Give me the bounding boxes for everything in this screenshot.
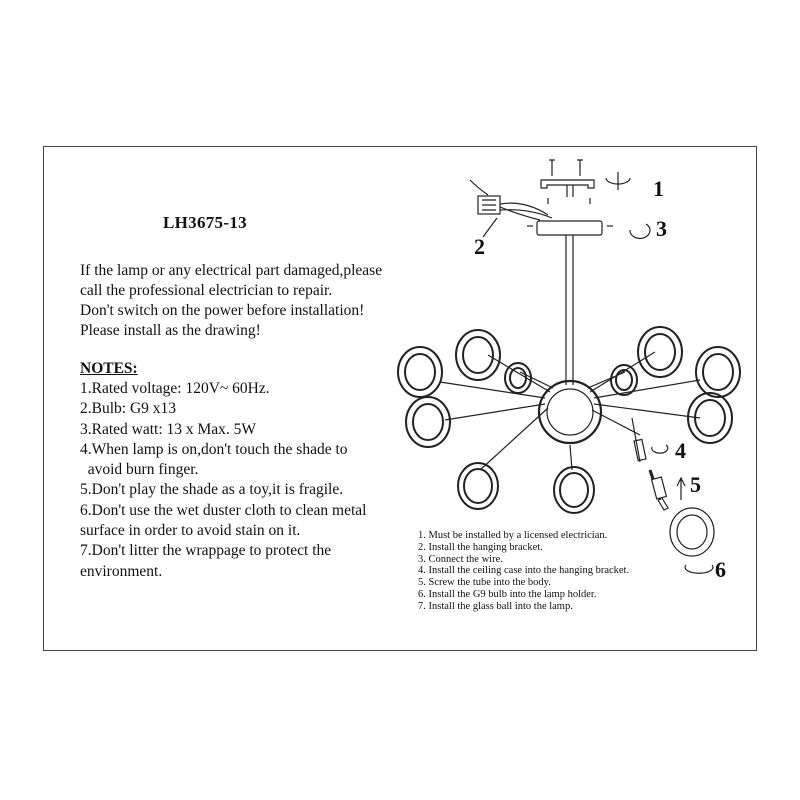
step-item: 5. Screw the tube into the body. xyxy=(418,577,551,589)
down-rod-icon xyxy=(566,235,573,385)
step-item: 4. Install the ceiling case into the hanging bracket. xyxy=(418,565,630,577)
model-number: LH3675-13 xyxy=(163,213,247,232)
note-item: 1.Rated voltage: 120V~ 60Hz. xyxy=(80,380,270,397)
step-item: 2. Install the hanging bracket. xyxy=(418,541,543,553)
note-item: avoid burn finger. xyxy=(80,461,199,479)
step-item: 3. Connect the wire. xyxy=(418,553,503,565)
hanging-bracket-icon xyxy=(541,160,594,204)
note-item: 7.Don't litter the wrappage to protect the xyxy=(80,542,332,560)
step-item: 6. Install the G9 bulb into the lamp holder. xyxy=(418,588,597,600)
center-globe-inner-icon xyxy=(547,389,593,435)
note-item: 6.Don't use the wet duster cloth to clean metal xyxy=(80,501,367,519)
note-item: surface in order to avoid stain on it. xyxy=(80,522,301,540)
intro-line: Please install as the drawing! xyxy=(80,322,261,339)
intro-line: Don't switch on the power before installation! xyxy=(80,302,365,319)
chandelier-diagram xyxy=(380,150,750,630)
ceiling-case-icon xyxy=(537,221,602,235)
callout-4: 4 xyxy=(675,438,686,463)
rotate-arrow-icon xyxy=(685,565,713,573)
note-item: 5.Don't play the shade as a toy,it is fragile. xyxy=(80,481,344,499)
note-item: 2.Bulb: G9 x13 xyxy=(80,400,177,418)
callout-1: 1 xyxy=(653,176,664,201)
note-item: 4.When lamp is on,don't touch the shade to xyxy=(80,440,348,458)
note-item: environment. xyxy=(80,562,163,580)
up-arrow-icon xyxy=(677,478,685,500)
note-item: 3.Rated watt: 13 x Max. 5W xyxy=(80,420,257,438)
notes-heading: NOTES: xyxy=(80,360,138,377)
notes-list xyxy=(80,379,410,582)
shades-icon xyxy=(398,327,740,513)
intro-line: If the lamp or any electrical part damaged,please xyxy=(80,262,383,279)
intro-warning xyxy=(80,261,420,341)
callout-6: 6 xyxy=(715,557,726,582)
rotate-arrow-icon xyxy=(630,224,650,238)
step-item: 7. Install the glass ball into the lamp. xyxy=(418,600,573,612)
callout-2: 2 xyxy=(474,234,485,259)
callout-5: 5 xyxy=(690,472,701,497)
step-item: 1. Must be installed by a licensed electrician. xyxy=(418,530,608,541)
wire-connector-icon xyxy=(470,180,552,237)
rotate-arrow-icon xyxy=(652,445,668,453)
callout-3: 3 xyxy=(656,216,667,241)
intro-line: call the professional electrician to repair. xyxy=(80,282,333,299)
